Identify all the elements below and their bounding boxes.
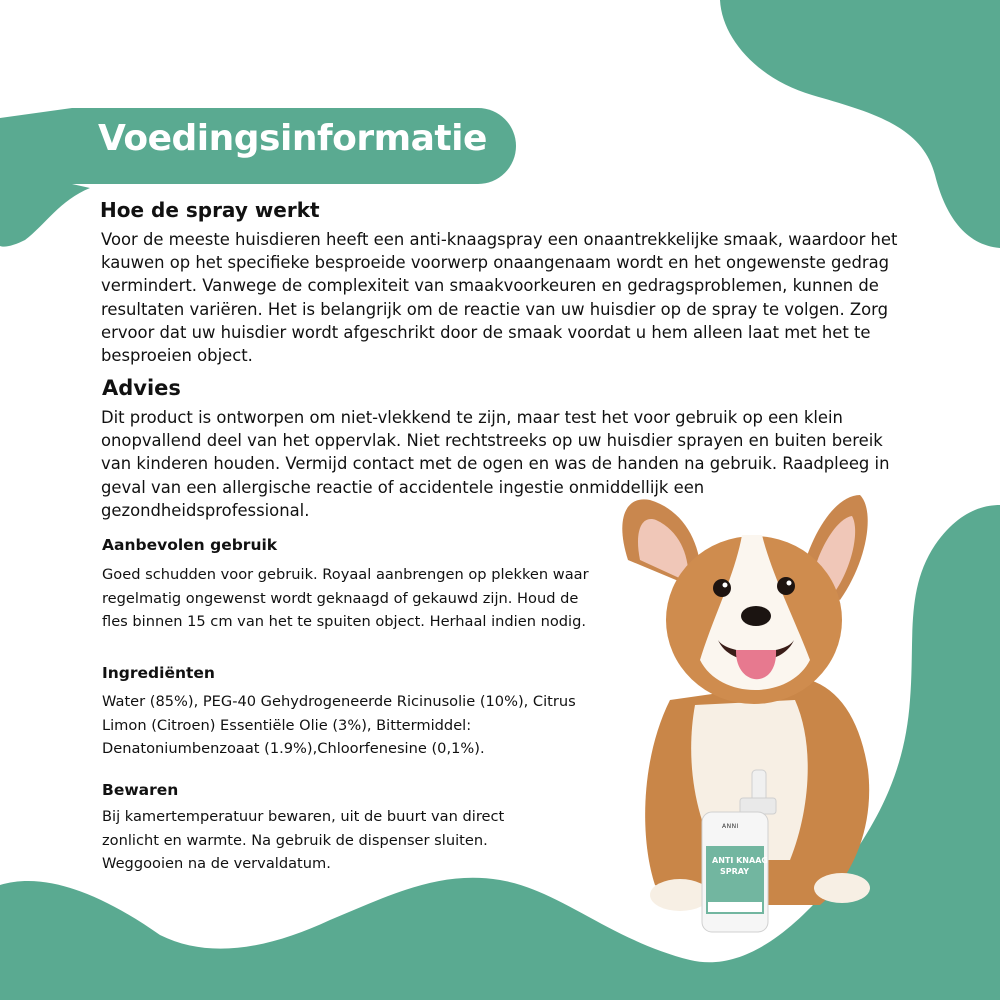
left-eye [713,579,731,597]
bottle-label-line2: SPRAY [720,867,750,876]
page-title: Voedingsinformatie [98,118,487,159]
text-advice: Dit product is ontworpen om niet-vlekkend te zijn, maar test het voor gebruik op een klein onopvallend deel van het oppervlak. Niet rechtstreeks op uw huisdier sprayen en buiten bereik van kinderen houden. Vermijd contact met de ogen en was de handen na gebruik. Raadpleeg in geval van een allergische reactie of accidentele ingestie onmiddellijk een gezondheidsprofessional. [101,408,890,520]
heading-storage: Bewaren [102,781,179,799]
text-how-it-works: Voor de meeste huisdieren heeft een anti-knaagspray een onaantrekkelijke smaak, waardoor het kauwen op het specifieke besproeide voorwerp onaangenaam wordt en het ongewenste gedrag vermindert. Vanwege de complexiteit van smaakvoorkeuren en gedragsproblemen, kunnen de resultaten variëren. Het is belangrijk om de reactie van uw huisdier op de spray te volgen. Zorg ervoor dat uw huisdier wordt afgeschrikt door de smaak voordat u hem alleen laat met het te besproeien object. [101,230,898,366]
text-recommended-usage: Goed schudden voor gebruik. Royaal aanbrengen op plekken waar regelmatig ongewenst wordt geknaagd of gekauwd zijn. Houd de fles binnen 15 cm van het te spuiten object. Herhaal indien nodig. [102,566,589,630]
right-paw [814,873,870,903]
heading-how-it-works: Hoe de spray werkt [100,198,320,222]
right-eye [777,577,795,595]
nose [741,606,771,626]
heading-recommended-usage: Aanbevolen gebruik [102,536,278,554]
heading-ingredients: Ingrediënten [102,664,215,682]
text-ingredients: Water (85%), PEG-40 Gehydrogeneerde Ricinusolie (10%), Citrus Limon (Citroen) Essentiële Olie (3%), Bittermiddel: Denatoniumbenzoaat (1.9%),Chloorfenesine (0,1%). [102,693,576,757]
heading-advice: Advies [102,376,181,400]
text-storage: Bij kamertemperatuur bewaren, uit de buurt van direct zonlicht en warmte. Na gebruik de dispenser sluiten. Weggooien na de vervaldatum. [102,808,505,872]
left-paw [650,879,710,911]
bottle-label-line1: ANTI KNAAG [712,856,768,865]
bottle-brand: ANNI [722,823,739,830]
